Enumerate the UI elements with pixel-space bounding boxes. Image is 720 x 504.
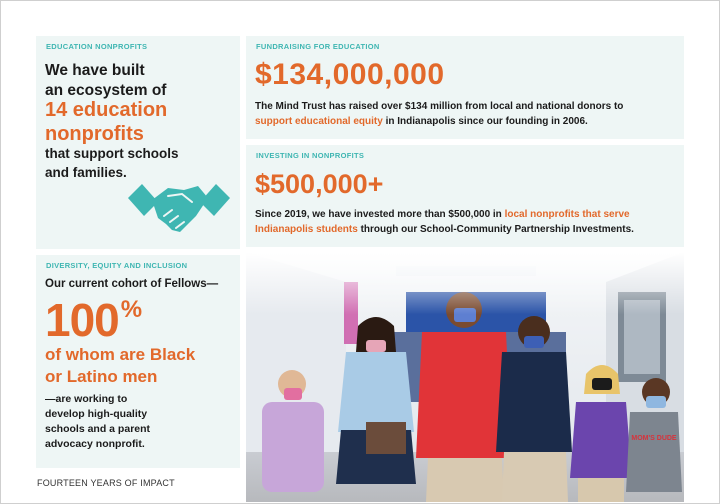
students-photo-illustration [246, 252, 684, 502]
panel-highlight: 14 education nonprofits [45, 99, 168, 145]
diversity-panel [36, 255, 240, 468]
investing-amount: $500,000+ [255, 169, 384, 199]
panel-kicker: DIVERSITY, EQUITY AND INCLUSION [46, 261, 188, 270]
education-nonprofits-panel [36, 36, 240, 249]
highlight-text: local nonprofits that serve [504, 209, 630, 220]
fundraising-description: The Mind Trust has raised over $134 million from local and national donors to support educational equity in Indianapolis since our founding in 2006. [255, 101, 624, 127]
highlight-link: support educational equity [255, 116, 383, 127]
investing-description: Since 2019, we have invested more than $500,000 in local nonprofits that serve Indianapolis students through our School-Community Partnership Investments. [255, 209, 634, 235]
panel-body-outro: that support schools and families. [45, 146, 179, 180]
panel-body-intro: We have built an ecosystem of [45, 62, 167, 99]
fundraising-amount: $134,000,000 [255, 58, 445, 91]
panel-kicker: INVESTING IN NONPROFITS [256, 151, 365, 160]
diversity-tail: —are working to develop high-quality schools and a parent advocacy nonprofit. [45, 393, 151, 450]
fundraising-panel [246, 36, 684, 139]
students-photo [246, 252, 684, 502]
investing-panel [246, 145, 684, 247]
footer-caption: FOURTEEN YEARS OF IMPACT [37, 478, 175, 488]
panel-kicker: FUNDRAISING FOR EDUCATION [256, 42, 380, 51]
diversity-lead: Our current cohort of Fellows— [45, 278, 219, 290]
panel-kicker: EDUCATION NONPROFITS [46, 42, 148, 51]
diversity-percent: 100% [45, 294, 142, 346]
handshake-icon [128, 176, 230, 242]
highlight-text: Indianapolis students [255, 224, 358, 235]
diversity-highlight: of whom are Black or Latino men [45, 345, 196, 386]
